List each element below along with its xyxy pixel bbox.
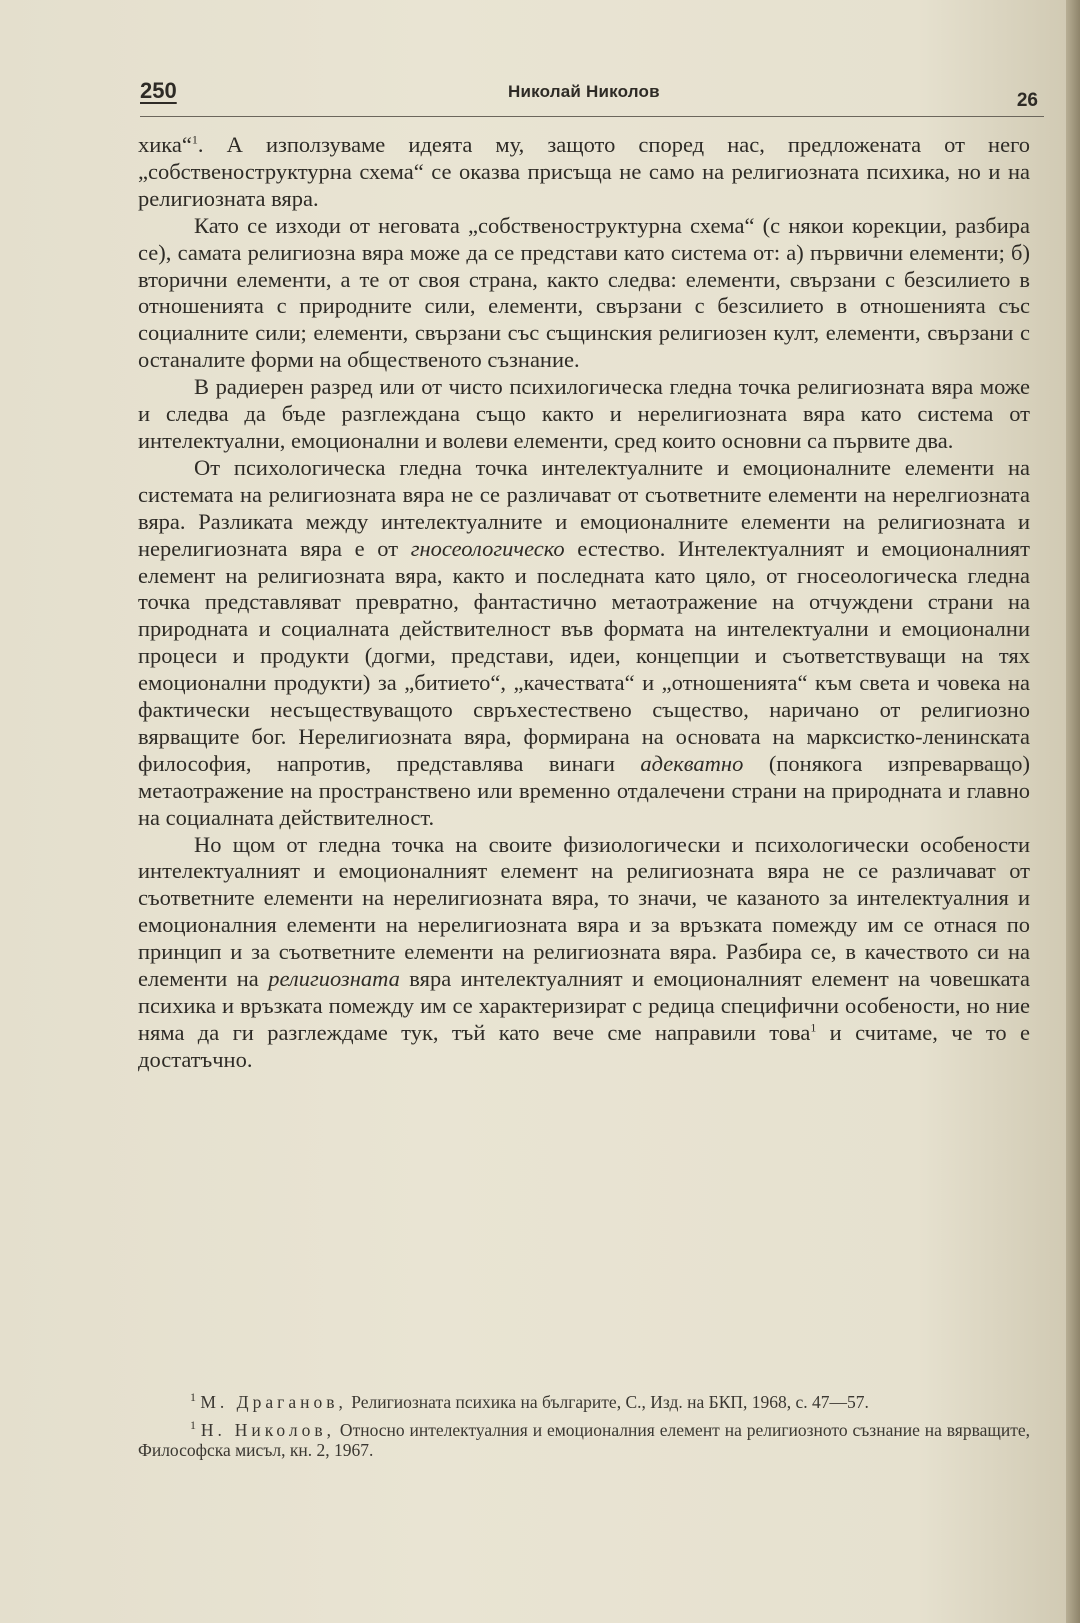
footnote-1: $^1$ М. Драганов, Религиозната психика на българите, С., Изд. на БКП, 1968, с. 47—57.: [190, 1390, 869, 1412]
emphasis-religious: религиозната: [268, 966, 400, 992]
paragraph-3: В радиерен разред или от чисто психилогическа гледна точка религиозната вяра може и следва да бъде разглеждана също както и нерелигиозната вяра като система от интелектуални, емоционални и волеви елементи, сред които основни са първите два.: [138, 374, 1030, 453]
footnote-2: $^1$ Н. Николов, Относно интелектуалния и емоционалния елемент на религиозното съзнание на вярващите, Философска мисъл, кн. 2, 1967.: [138, 1418, 1030, 1460]
page-number-printed: 250: [140, 78, 177, 103]
paragraph-1: хика“$^1$. А използуваме идеята му, защото според нас, предложената от него „собственоструктурна схема“ се оказва присъща не само на религиозната психика, но и на религиозната вяра.: [138, 132, 1030, 211]
paragraph-4: От психологическа гледна точка интелектуалните и емоционалните елементи на системата на религиозната вяра не се различават от съответните елементи на нерелгиозната вяра. Разликата между интелектуалните и емоционалните елементи на религиозната и нерелигиозната вяра е от гносеологическо естество. Интелектуалният и емоционалният елемент на религиозната вяра, както и последната като цяло, от гносеологическа гледна точка представляват превратно, фантастично метаотражение на отчуждени страни на природната и социалната действителност във формата на интелектуални и емоционални процеси и продукти (догми, представи, идеи, концепции и съответствуващи на тях емоционални продукти) за „битието“, „качествата“ и „отношенията“ към света и човека на фактически несъществуващото свръхестествено същество, наричано от религиозно вярващите бог. Нерелигиозната вяра, формирана на основата на марксистко-ленинската философия, напротив, представлява винаги адекватно (понякога изпреварващо) метаотражение на пространствено или временно отдалечени страни на природната и главно на социалната действителност.: [138, 454, 1030, 830]
footnote-1-author: М. Драганов,: [200, 1392, 347, 1412]
page-edge-shadow: [1066, 0, 1080, 1623]
paragraph-2: Като се изходи от неговата „собственоструктурна схема“ (с някои корекции, разбира се), самата религиозна вяра може да се представи като система от: а) първични елементи; б) вторични елементи, а те от своя страна, както следва: елементи, свързани с безсилието в отношенията с природните сили, елементи, свързани с безсилието в отношенията със социалните сили; елементи, свързани със същинския религиозен култ, елементи, свързани с останалите форми на общественото съзнание.: [138, 212, 1030, 373]
page-number-sequence: 26: [1016, 90, 1038, 111]
running-header: [140, 76, 1044, 117]
footnote-ref-2: 1: [810, 1020, 817, 1035]
paragraph-5: Но щом от гледна точка на своите физиологически и психологически особености интелектуалният и емоционалният елемент на религиозната вяра не се различават от съответните елементи на нерелигиозната вяра, то значи, че казаното за интелектуалния и емоционалния елементи на нерелигиозната вяра и за връзката помежду им се отнася по принцип и за съответните елементи на религиозната вяра. Разбира се, в качеството си на елементи на религиозната вяра интелектуалният и емоционалният елемент на човешката психика и връзката помежду им се характеризират с редица специфични особености, но ние няма да ги разглеждаме тук, тъй като вече сме направили това$^1$ и считаме, че то е достатъчно.: [138, 831, 1031, 1072]
emphasis-adequate: адекватно: [640, 750, 744, 776]
running-head-author: Николай Николов: [508, 82, 660, 101]
emphasis-gnoseological: гносеологическо: [410, 535, 565, 561]
footnote-2-author: Н. Николов,: [200, 1420, 336, 1440]
footnote-ref-1: 1: [191, 132, 198, 147]
footnotes: [138, 1392, 1030, 1468]
main-text: [138, 132, 1030, 1074]
